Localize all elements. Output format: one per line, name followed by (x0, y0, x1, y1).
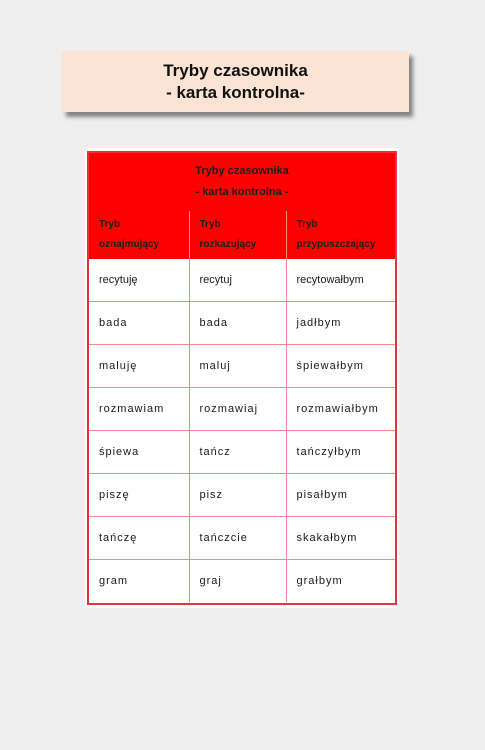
table-cell: recytuję (99, 274, 138, 286)
table-cell: gram (89, 560, 189, 603)
table-cell: tańczyłbym (286, 431, 395, 474)
table-cell: recytuj (189, 259, 286, 302)
column-header-conditional (286, 211, 395, 259)
table-row (89, 474, 395, 517)
table-row (89, 259, 395, 302)
control-card (87, 151, 397, 605)
table-row (89, 517, 395, 560)
table-row (89, 302, 395, 345)
table-row (89, 560, 395, 603)
table-header-row (89, 211, 395, 259)
table-cell: tańcz (189, 431, 286, 474)
table-cell: śpiewa (89, 431, 189, 474)
table-row (89, 431, 395, 474)
control-card-frame (85, 148, 399, 608)
column-header-line: Tryb (199, 219, 221, 230)
column-header-imperative (189, 211, 286, 259)
column-header-line: rozkazujący (199, 239, 257, 250)
moods-table (89, 211, 395, 602)
table-cell: jadłbym (286, 302, 395, 345)
title-banner (62, 51, 409, 112)
table-row (89, 388, 395, 431)
table-cell: rozmawiaj (189, 388, 286, 431)
table-cell: bada (89, 302, 189, 345)
title-line-1: Tryby czasownika (163, 60, 308, 80)
table-row (89, 345, 395, 388)
table-cell: maluj (189, 345, 286, 388)
card-title-line-2: - karta kontrolna - (195, 186, 289, 198)
table-cell: pisałbym (286, 474, 395, 517)
column-header-line: przypuszczający (296, 239, 376, 250)
card-header (89, 153, 395, 211)
table-cell: bada (189, 302, 286, 345)
table-cell: śpiewałbym (286, 345, 395, 388)
table-cell: piszę (89, 474, 189, 517)
table-cell: skakałbym (286, 517, 395, 560)
title-line-2: - karta kontrolna- (166, 82, 305, 102)
table-cell: rozmawiam (89, 388, 189, 431)
table-cell: recytowałbym (286, 259, 395, 302)
table-cell: grałbym (286, 560, 395, 603)
column-header-line: Tryb (296, 219, 318, 230)
table-cell: maluję (89, 345, 189, 388)
column-header-line: Tryb (99, 219, 121, 230)
table-cell: pisz (189, 474, 286, 517)
table-cell: tańczcie (189, 517, 286, 560)
column-header-indicative (89, 211, 189, 259)
column-header-line: oznajmujący (99, 239, 160, 250)
card-title-line-1: Tryby czasownika (195, 165, 289, 177)
table-cell: rozmawiałbym (286, 388, 395, 431)
table-cell: tańczę (89, 517, 189, 560)
table-cell: graj (189, 560, 286, 603)
